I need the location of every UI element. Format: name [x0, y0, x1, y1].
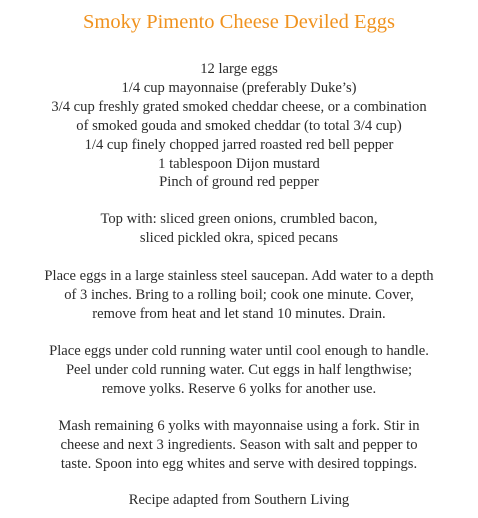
instruction-line: Place eggs in a large stainless steel saucepan. Add water to a depth	[44, 268, 434, 284]
instruction-line: remove from heat and let stand 10 minutes. Drain.	[92, 305, 386, 322]
instruction-step-2	[0, 342, 478, 399]
recipe-title: Smoky Pimento Cheese Deviled Eggs	[82, 11, 396, 33]
instruction-line: Place eggs under cold running water until cool enough to handle.	[49, 343, 429, 359]
instruction-step-1	[0, 267, 478, 324]
ingredient-line: 1/4 cup finely chopped jarred roasted red bell pepper	[84, 136, 394, 153]
instruction-line: Peel under cold running water. Cut eggs in half lengthwise;	[65, 361, 413, 378]
ingredient-line: 1 tablespoon Dijon mustard	[158, 155, 320, 172]
instruction-step-3	[0, 417, 478, 474]
topping-line: Top with: sliced green onions, crumbled bacon,	[100, 211, 378, 227]
topping-paragraph	[0, 210, 478, 248]
ingredient-line: of smoked gouda and smoked cheddar (to total 3/4 cup)	[76, 117, 402, 134]
instruction-line: cheese and next 3 ingredients. Season with salt and pepper to	[60, 436, 418, 453]
instruction-line: Mash remaining 6 yolks with mayonnaise using a fork. Stir in	[58, 418, 420, 434]
recipe-credit: Recipe adapted from Southern Living	[128, 492, 350, 508]
topping-line: sliced pickled okra, spiced pecans	[139, 229, 339, 246]
ingredient-line: 1/4 cup mayonnaise (preferably Duke’s)	[121, 79, 357, 96]
ingredients-list	[0, 60, 478, 192]
ingredient-line: Pinch of ground red pepper	[159, 174, 319, 191]
instruction-line: of 3 inches. Bring to a rolling boil; cook one minute. Cover,	[64, 286, 414, 303]
instruction-line: remove yolks. Reserve 6 yolks for another use.	[101, 380, 377, 397]
ingredient-line: 12 large eggs	[200, 61, 278, 77]
ingredient-line: 3/4 cup freshly grated smoked cheddar cheese, or a combination	[51, 98, 427, 115]
instruction-line: taste. Spoon into egg whites and serve with desired toppings.	[60, 455, 418, 472]
